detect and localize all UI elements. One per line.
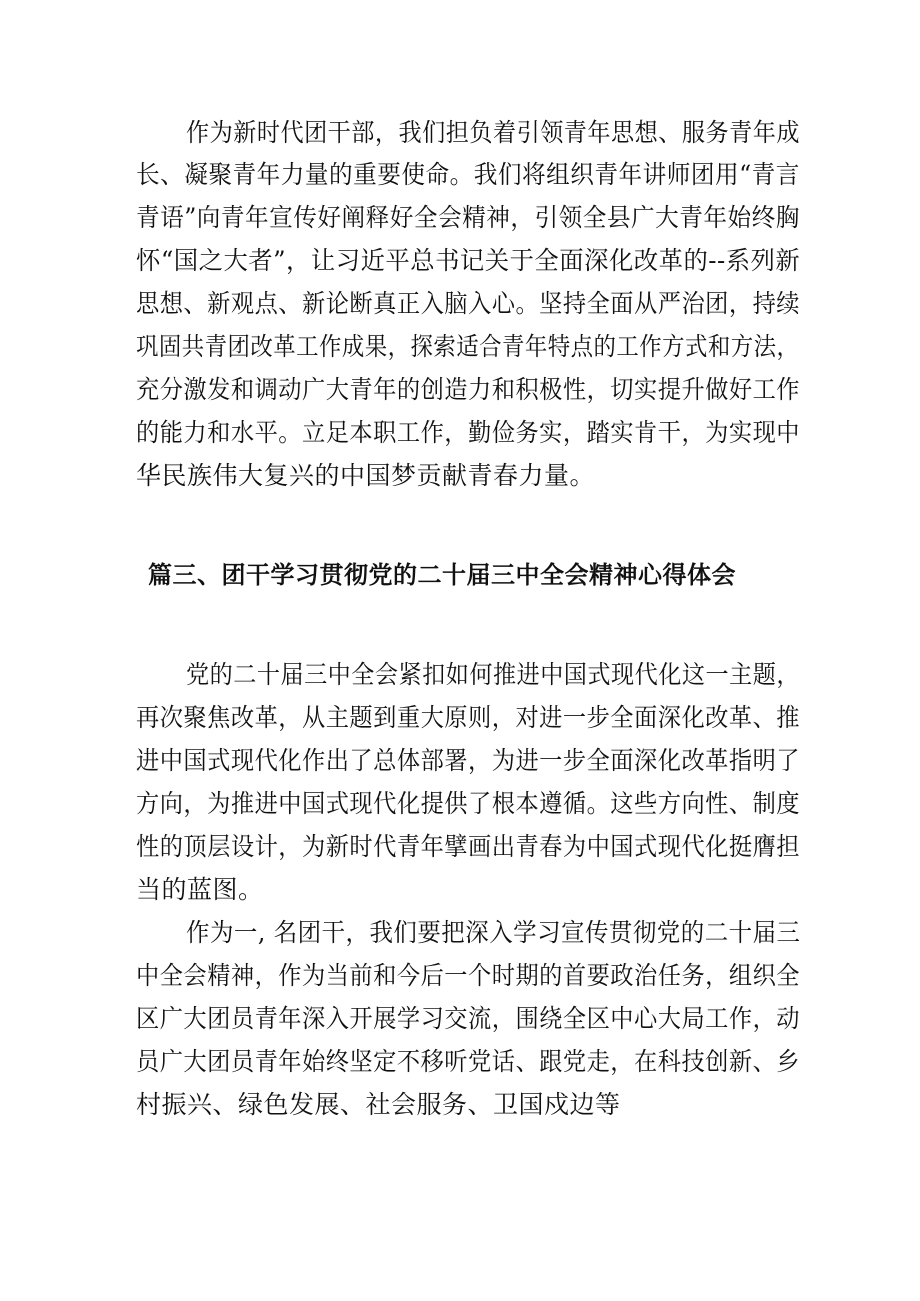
paragraph-line: 华民族伟大复兴的中国梦贡献青春力量。 bbox=[136, 461, 596, 490]
paragraph-line: 村振兴、绿色发展、社会服务、卫国戍边等 bbox=[136, 1090, 621, 1119]
paragraph-line: 当的蓝图。 bbox=[136, 875, 264, 904]
paragraph-line: 员广大团员青年始终坚定不移听党话、跟党走，在科技创新、乡 bbox=[136, 1047, 801, 1076]
paragraph-line: 方向，为推进中国式现代化提供了根本遵循。这些方向性、制度 bbox=[136, 789, 801, 818]
paragraph-line: 再次聚焦改革，从主题到重大原则，对进一步全面深化改革、推 bbox=[136, 703, 801, 732]
paragraph-line: 进中国式现代化作出了总体部署，为进一步全面深化改革指明了 bbox=[136, 746, 801, 775]
paragraph-line: 怀“国之大者”，让习近平总书记关于全面深化改革的--系列新 bbox=[136, 246, 801, 275]
paragraph-line: 青语”向青年宣传好阐释好全会精神，引领全县广大青年始终胸 bbox=[136, 203, 800, 232]
paragraph-line: 思想、新观点、新论断真正入脑入心。坚持全面从严治团，持续 bbox=[136, 289, 801, 318]
section-heading: 篇三、团干学习贯彻党的二十届三中全会精神心得体会 bbox=[148, 561, 736, 589]
paragraph-line: 充分激发和调动广大青年的创造力和积极性，切实提升做好工作 bbox=[136, 375, 801, 404]
paragraph-line: 的能力和水平。立足本职工作，勤俭务实，踏实肯干，为实现中 bbox=[136, 418, 801, 447]
paragraph-line: 作为新时代团干部，我们担负着引领青年思想、服务青年成 bbox=[186, 118, 800, 147]
paragraph-line: 党的二十届三中全会紧扣如何推进中国式现代化这一主题， bbox=[186, 660, 800, 689]
paragraph-line: 区广大团员青年深入开展学习交流，围绕全区中心大局工作，动 bbox=[136, 1004, 801, 1033]
paragraph-line: 长、凝聚青年力量的重要使命。我们将组织青年讲师团用“青言 bbox=[136, 160, 800, 189]
paragraph-line: 中全会精神，作为当前和今后一个时期的首要政治任务，组织全 bbox=[136, 961, 801, 990]
paragraph-line: 巩固共青团改革工作成果，探索适合青年特点的工作方式和方法， bbox=[136, 332, 800, 361]
paragraph-line: 性的顶层设计，为新时代青年擘画出青春为中国式现代化挺膺担 bbox=[136, 832, 801, 861]
paragraph-line: 作为一, 名团干，我们要把深入学习宣传贯彻党的二十届三 bbox=[186, 918, 801, 947]
